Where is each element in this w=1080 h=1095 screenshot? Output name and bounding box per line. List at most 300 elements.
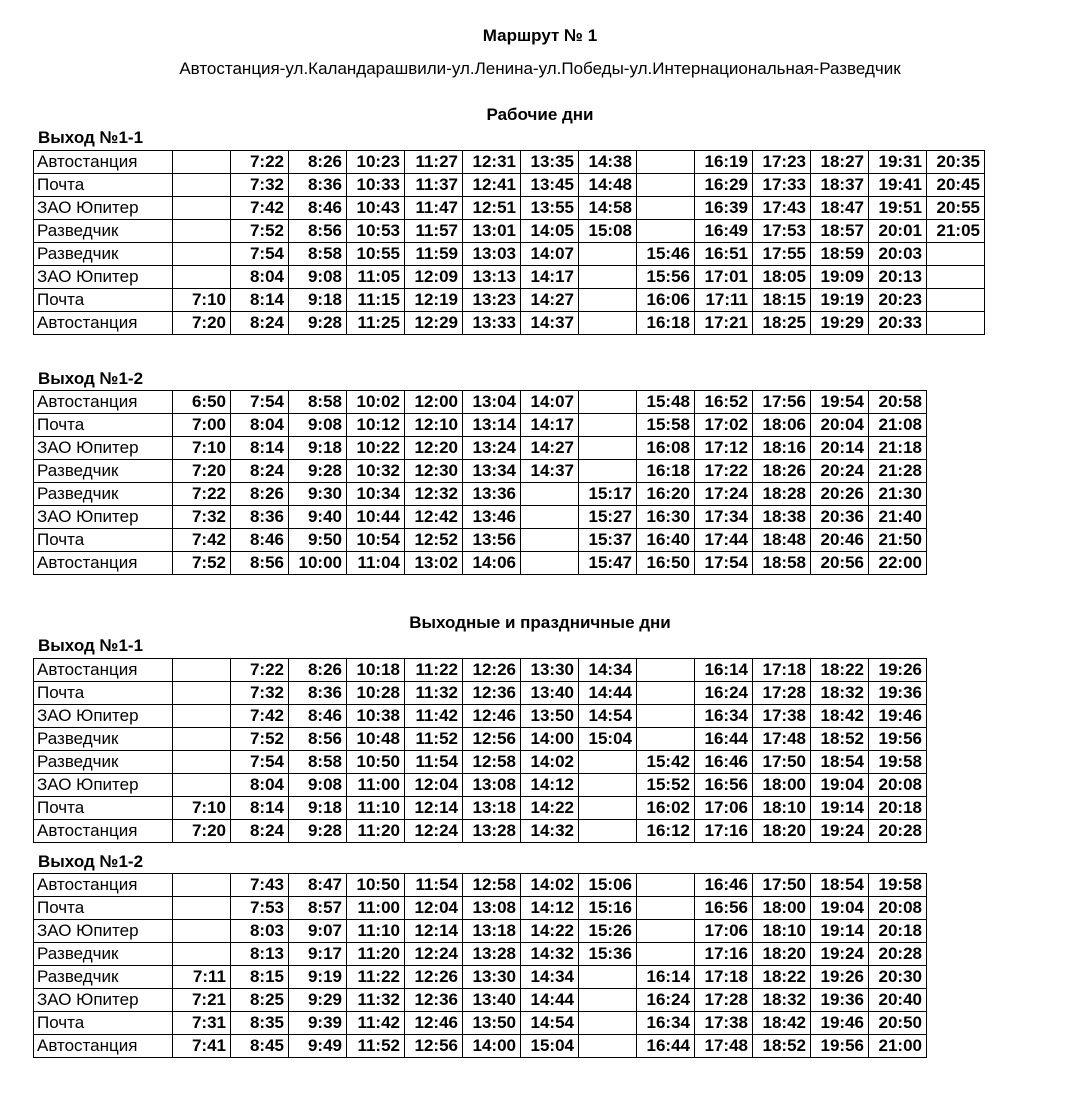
table-row (34, 774, 927, 797)
table-row (34, 920, 927, 943)
time-cell: 8:25 (231, 989, 289, 1012)
time-cell: 11:27 (405, 151, 463, 174)
time-cell: 8:58 (289, 391, 347, 414)
time-cell: 7:32 (231, 174, 289, 197)
time-cell: 18:42 (753, 1012, 811, 1035)
time-cell: 8:58 (289, 243, 347, 266)
time-cell: 17:21 (695, 312, 753, 335)
page-title: Маршрут № 1 (482, 26, 598, 45)
time-cell: 16:44 (695, 728, 753, 751)
time-cell (173, 659, 231, 682)
time-cell: 11:42 (405, 705, 463, 728)
time-cell (637, 174, 695, 197)
time-cell: 7:53 (231, 897, 289, 920)
time-cell: 15:36 (579, 943, 637, 966)
time-cell: 12:58 (463, 874, 521, 897)
time-cell: 16:51 (695, 243, 753, 266)
table-row (34, 1012, 927, 1035)
time-cell: 13:23 (463, 289, 521, 312)
time-cell: 12:56 (405, 1035, 463, 1058)
time-cell: 14:27 (521, 289, 579, 312)
time-cell: 12:46 (405, 1012, 463, 1035)
time-cell: 10:33 (347, 174, 405, 197)
stop-name-cell: Почта (34, 797, 173, 820)
stop-name-cell: Автостанция (34, 820, 173, 843)
time-cell: 7:11 (173, 966, 231, 989)
stop-name-cell: Автостанция (34, 552, 173, 575)
time-cell: 13:03 (463, 243, 521, 266)
time-cell: 17:43 (753, 197, 811, 220)
time-cell: 19:04 (811, 774, 869, 797)
time-cell: 9:30 (289, 483, 347, 506)
time-cell: 19:46 (811, 1012, 869, 1035)
time-cell: 10:02 (347, 391, 405, 414)
time-cell (927, 312, 985, 335)
table-row (34, 437, 927, 460)
time-cell: 18:26 (753, 460, 811, 483)
time-cell (173, 728, 231, 751)
time-cell: 16:18 (637, 460, 695, 483)
time-cell: 12:04 (405, 897, 463, 920)
time-cell: 18:22 (753, 966, 811, 989)
time-cell: 8:24 (231, 312, 289, 335)
time-cell: 11:54 (405, 874, 463, 897)
time-cell (637, 682, 695, 705)
time-cell: 18:06 (753, 414, 811, 437)
time-cell: 8:35 (231, 1012, 289, 1035)
time-cell: 19:36 (811, 989, 869, 1012)
time-cell: 20:30 (869, 966, 927, 989)
time-cell: 7:10 (173, 437, 231, 460)
table-row (34, 659, 927, 682)
time-cell: 11:22 (405, 659, 463, 682)
time-cell: 16:44 (637, 1035, 695, 1058)
time-cell: 15:48 (637, 391, 695, 414)
time-cell: 13:08 (463, 774, 521, 797)
time-cell (579, 820, 637, 843)
time-cell: 15:08 (579, 220, 637, 243)
time-cell: 14:12 (521, 897, 579, 920)
time-cell: 11:59 (405, 243, 463, 266)
time-cell: 7:32 (231, 682, 289, 705)
table-row (34, 312, 985, 335)
time-cell: 18:25 (753, 312, 811, 335)
time-cell: 7:32 (173, 506, 231, 529)
time-cell: 9:18 (289, 797, 347, 820)
time-cell: 13:18 (463, 797, 521, 820)
time-cell (521, 552, 579, 575)
time-cell: 14:54 (521, 1012, 579, 1035)
time-cell: 15:04 (521, 1035, 579, 1058)
time-cell: 8:36 (231, 506, 289, 529)
stop-name-cell: Почта (34, 414, 173, 437)
time-cell: 10:12 (347, 414, 405, 437)
time-cell: 18:54 (811, 751, 869, 774)
time-cell: 8:57 (289, 897, 347, 920)
time-cell: 9:28 (289, 460, 347, 483)
time-cell: 12:41 (463, 174, 521, 197)
time-cell: 8:47 (289, 874, 347, 897)
time-cell: 19:14 (811, 920, 869, 943)
section-title-weekdays: Рабочие дни (486, 105, 594, 124)
time-cell: 9:39 (289, 1012, 347, 1035)
table-row (34, 966, 927, 989)
time-cell: 20:08 (869, 897, 927, 920)
time-cell: 18:00 (753, 897, 811, 920)
time-cell: 13:30 (463, 966, 521, 989)
time-cell: 14:06 (463, 552, 521, 575)
time-cell: 11:00 (347, 897, 405, 920)
time-cell (637, 943, 695, 966)
time-cell: 9:19 (289, 966, 347, 989)
time-cell: 10:32 (347, 460, 405, 483)
time-cell: 18:15 (753, 289, 811, 312)
time-cell: 7:42 (231, 705, 289, 728)
time-cell: 16:30 (637, 506, 695, 529)
time-cell (579, 751, 637, 774)
time-cell: 20:58 (869, 391, 927, 414)
time-cell: 17:12 (695, 437, 753, 460)
time-cell: 18:20 (753, 820, 811, 843)
stop-name-cell: Почта (34, 682, 173, 705)
stop-name-cell: Почта (34, 174, 173, 197)
time-cell: 8:45 (231, 1035, 289, 1058)
time-cell: 13:08 (463, 897, 521, 920)
time-cell: 12:09 (405, 266, 463, 289)
time-cell: 14:07 (521, 391, 579, 414)
time-cell: 14:32 (521, 943, 579, 966)
time-cell: 20:18 (869, 920, 927, 943)
time-cell: 16:34 (695, 705, 753, 728)
time-cell: 14:58 (579, 197, 637, 220)
time-cell: 8:26 (289, 659, 347, 682)
time-cell: 12:10 (405, 414, 463, 437)
time-cell: 18:48 (753, 529, 811, 552)
time-cell: 16:14 (695, 659, 753, 682)
time-cell: 8:46 (289, 197, 347, 220)
time-cell: 7:52 (231, 728, 289, 751)
time-cell: 8:13 (231, 943, 289, 966)
time-cell: 14:07 (521, 243, 579, 266)
time-cell: 12:14 (405, 920, 463, 943)
table-row (34, 751, 927, 774)
time-cell: 8:15 (231, 966, 289, 989)
time-cell: 19:04 (811, 897, 869, 920)
time-cell: 20:46 (811, 529, 869, 552)
time-cell: 8:46 (289, 705, 347, 728)
time-cell: 9:29 (289, 989, 347, 1012)
time-cell: 10:38 (347, 705, 405, 728)
time-cell: 9:18 (289, 289, 347, 312)
time-cell: 13:36 (463, 483, 521, 506)
time-cell: 20:23 (869, 289, 927, 312)
time-cell: 19:31 (869, 151, 927, 174)
time-cell: 13:40 (463, 989, 521, 1012)
time-cell: 15:16 (579, 897, 637, 920)
time-cell: 11:54 (405, 751, 463, 774)
time-cell: 20:28 (869, 943, 927, 966)
time-cell: 17:23 (753, 151, 811, 174)
stop-name-cell: Автостанция (34, 659, 173, 682)
time-cell: 13:40 (521, 682, 579, 705)
time-cell: 9:08 (289, 266, 347, 289)
time-cell (637, 920, 695, 943)
time-cell: 20:55 (927, 197, 985, 220)
time-cell: 21:40 (869, 506, 927, 529)
time-cell (521, 483, 579, 506)
time-cell: 8:36 (289, 174, 347, 197)
time-cell: 6:50 (173, 391, 231, 414)
time-cell: 19:24 (811, 943, 869, 966)
table-row (34, 220, 985, 243)
time-cell: 16:08 (637, 437, 695, 460)
time-cell (637, 197, 695, 220)
time-cell: 15:37 (579, 529, 637, 552)
time-cell: 14:12 (521, 774, 579, 797)
time-cell: 15:17 (579, 483, 637, 506)
time-cell: 13:50 (521, 705, 579, 728)
time-cell: 10:54 (347, 529, 405, 552)
time-cell: 19:19 (811, 289, 869, 312)
time-cell (637, 705, 695, 728)
time-cell: 21:28 (869, 460, 927, 483)
time-cell: 13:24 (463, 437, 521, 460)
time-cell (637, 897, 695, 920)
time-cell: 16:14 (637, 966, 695, 989)
table-row (34, 197, 985, 220)
time-cell (637, 728, 695, 751)
time-cell: 14:37 (521, 312, 579, 335)
time-cell: 16:52 (695, 391, 753, 414)
stop-name-cell: Почта (34, 529, 173, 552)
time-cell: 12:51 (463, 197, 521, 220)
time-cell: 9:07 (289, 920, 347, 943)
time-cell: 7:41 (173, 1035, 231, 1058)
time-cell: 13:33 (463, 312, 521, 335)
time-cell: 16:24 (695, 682, 753, 705)
time-cell: 11:37 (405, 174, 463, 197)
stop-name-cell: Разведчик (34, 220, 173, 243)
table-row (34, 529, 927, 552)
time-cell: 18:00 (753, 774, 811, 797)
time-cell: 18:42 (811, 705, 869, 728)
block-label-weekends-2: Выход №1-2 (38, 852, 144, 871)
time-cell (173, 920, 231, 943)
time-cell: 14:37 (521, 460, 579, 483)
time-cell: 18:57 (811, 220, 869, 243)
time-cell: 8:04 (231, 266, 289, 289)
stop-name-cell: Разведчик (34, 483, 173, 506)
time-cell: 11:47 (405, 197, 463, 220)
time-cell: 12:56 (463, 728, 521, 751)
time-cell (173, 151, 231, 174)
time-cell: 13:55 (521, 197, 579, 220)
time-cell: 17:38 (753, 705, 811, 728)
time-cell (579, 414, 637, 437)
time-cell: 11:15 (347, 289, 405, 312)
time-cell: 7:22 (231, 659, 289, 682)
time-cell: 8:14 (231, 289, 289, 312)
time-cell: 19:51 (869, 197, 927, 220)
time-cell (173, 243, 231, 266)
time-cell (173, 197, 231, 220)
time-cell: 17:18 (695, 966, 753, 989)
time-cell (173, 774, 231, 797)
time-cell: 9:08 (289, 414, 347, 437)
time-cell: 11:42 (347, 1012, 405, 1035)
table-row (34, 705, 927, 728)
time-cell: 11:25 (347, 312, 405, 335)
time-cell: 10:22 (347, 437, 405, 460)
time-cell: 20:01 (869, 220, 927, 243)
time-cell: 8:56 (289, 728, 347, 751)
time-cell: 12:26 (405, 966, 463, 989)
time-cell: 13:04 (463, 391, 521, 414)
time-cell: 9:08 (289, 774, 347, 797)
time-cell: 18:38 (753, 506, 811, 529)
time-cell: 19:41 (869, 174, 927, 197)
time-cell: 17:48 (695, 1035, 753, 1058)
table-row (34, 682, 927, 705)
time-cell: 16:49 (695, 220, 753, 243)
time-cell: 9:40 (289, 506, 347, 529)
time-cell: 8:26 (289, 151, 347, 174)
time-cell: 10:50 (347, 751, 405, 774)
time-cell: 10:00 (289, 552, 347, 575)
time-cell: 12:26 (463, 659, 521, 682)
time-cell: 7:42 (173, 529, 231, 552)
time-cell: 10:34 (347, 483, 405, 506)
time-cell: 8:24 (231, 820, 289, 843)
time-cell: 16:46 (695, 751, 753, 774)
time-cell (579, 797, 637, 820)
time-cell: 17:38 (695, 1012, 753, 1035)
time-cell: 8:58 (289, 751, 347, 774)
time-cell: 21:30 (869, 483, 927, 506)
time-cell: 17:55 (753, 243, 811, 266)
time-cell (579, 1035, 637, 1058)
time-cell: 18:28 (753, 483, 811, 506)
time-cell: 19:24 (811, 820, 869, 843)
time-cell: 18:58 (753, 552, 811, 575)
time-cell (579, 243, 637, 266)
time-cell (637, 659, 695, 682)
time-cell: 7:10 (173, 289, 231, 312)
time-cell: 14:27 (521, 437, 579, 460)
time-cell: 17:16 (695, 943, 753, 966)
time-cell (579, 266, 637, 289)
time-cell: 21:18 (869, 437, 927, 460)
time-cell: 14:34 (521, 966, 579, 989)
time-cell: 19:26 (811, 966, 869, 989)
time-cell (173, 174, 231, 197)
time-cell: 18:47 (811, 197, 869, 220)
time-cell: 15:56 (637, 266, 695, 289)
time-cell: 17:50 (753, 874, 811, 897)
time-cell: 12:52 (405, 529, 463, 552)
table-row (34, 820, 927, 843)
table-row (34, 1035, 927, 1058)
time-cell: 19:56 (811, 1035, 869, 1058)
time-cell: 16:46 (695, 874, 753, 897)
time-cell: 9:49 (289, 1035, 347, 1058)
table-row (34, 874, 927, 897)
time-cell: 12:31 (463, 151, 521, 174)
time-cell: 20:56 (811, 552, 869, 575)
time-cell: 8:46 (231, 529, 289, 552)
time-cell: 18:20 (753, 943, 811, 966)
stop-name-cell: ЗАО Юпитер (34, 506, 173, 529)
time-cell: 7:20 (173, 820, 231, 843)
time-cell: 17:33 (753, 174, 811, 197)
time-cell: 16:06 (637, 289, 695, 312)
time-cell: 9:28 (289, 312, 347, 335)
route-description: Автостанция-ул.Каландарашвили-ул.Ленина-ул.Победы-ул.Интернациональная-Разведчик (179, 59, 901, 78)
time-cell: 13:45 (521, 174, 579, 197)
time-cell: 16:20 (637, 483, 695, 506)
time-cell: 14:54 (579, 705, 637, 728)
time-cell: 17:24 (695, 483, 753, 506)
time-cell: 17:16 (695, 820, 753, 843)
time-cell: 14:00 (521, 728, 579, 751)
time-cell: 9:17 (289, 943, 347, 966)
table-row (34, 483, 927, 506)
time-cell (637, 220, 695, 243)
time-cell: 17:06 (695, 797, 753, 820)
time-cell: 12:24 (405, 943, 463, 966)
time-cell: 19:09 (811, 266, 869, 289)
stop-name-cell: Почта (34, 1012, 173, 1035)
time-cell: 20:13 (869, 266, 927, 289)
time-cell: 12:32 (405, 483, 463, 506)
time-cell: 7:42 (231, 197, 289, 220)
time-cell: 8:03 (231, 920, 289, 943)
table-row (34, 243, 985, 266)
table-row (34, 797, 927, 820)
stop-name-cell: ЗАО Юпитер (34, 437, 173, 460)
time-cell: 14:17 (521, 266, 579, 289)
time-cell (579, 437, 637, 460)
schedule-table-weekends-2 (33, 873, 927, 1058)
time-cell: 8:24 (231, 460, 289, 483)
time-cell: 16:19 (695, 151, 753, 174)
time-cell: 15:46 (637, 243, 695, 266)
time-cell: 8:04 (231, 774, 289, 797)
table-row (34, 552, 927, 575)
stop-name-cell: ЗАО Юпитер (34, 705, 173, 728)
time-cell (173, 751, 231, 774)
time-cell (521, 529, 579, 552)
time-cell: 16:24 (637, 989, 695, 1012)
time-cell: 17:02 (695, 414, 753, 437)
time-cell: 18:32 (753, 989, 811, 1012)
time-cell: 14:00 (463, 1035, 521, 1058)
time-cell: 11:00 (347, 774, 405, 797)
time-cell: 11:10 (347, 797, 405, 820)
time-cell: 10:28 (347, 682, 405, 705)
time-cell: 17:06 (695, 920, 753, 943)
time-cell: 12:24 (405, 820, 463, 843)
time-cell: 8:36 (289, 682, 347, 705)
time-cell (579, 391, 637, 414)
time-cell (579, 460, 637, 483)
time-cell: 17:56 (753, 391, 811, 414)
time-cell (521, 506, 579, 529)
time-cell: 20:36 (811, 506, 869, 529)
time-cell: 14:05 (521, 220, 579, 243)
time-cell: 17:28 (753, 682, 811, 705)
time-cell: 19:14 (811, 797, 869, 820)
